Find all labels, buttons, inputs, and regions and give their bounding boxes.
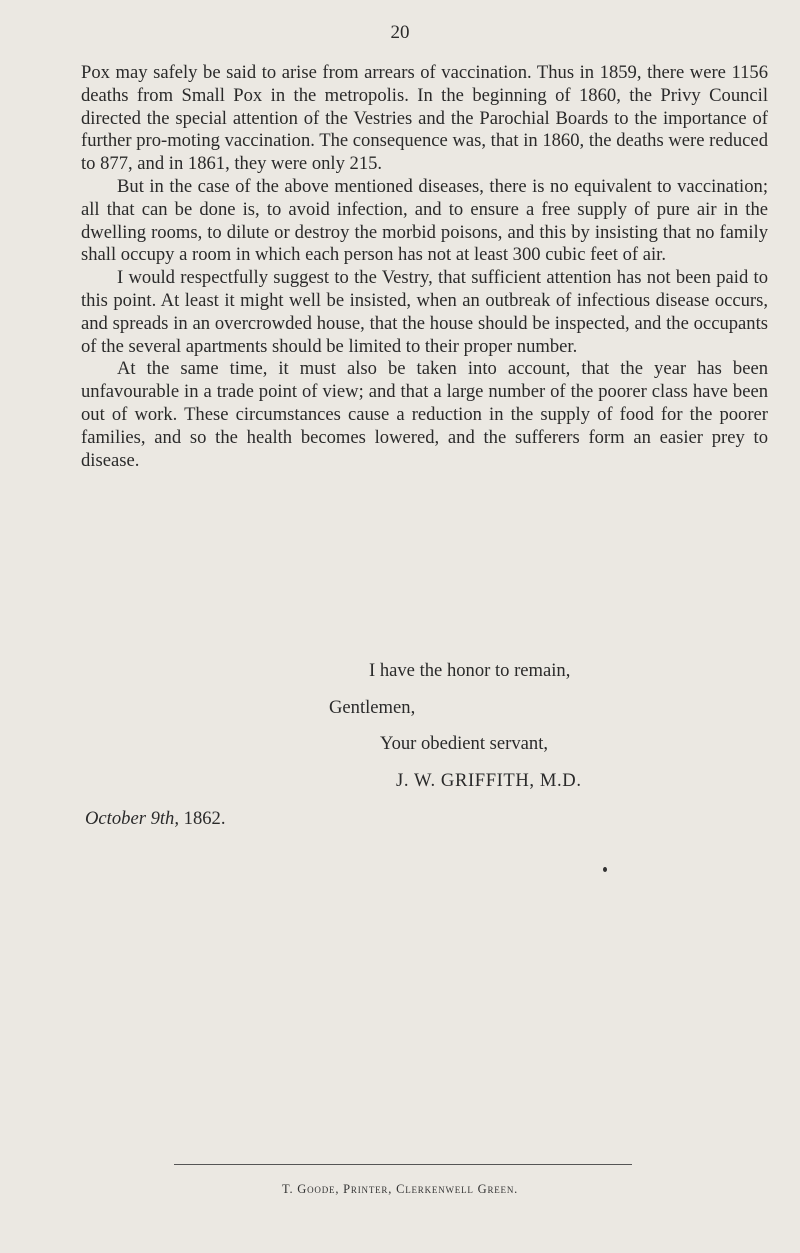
closing-salutation: Gentlemen, bbox=[329, 697, 416, 718]
page-number: 20 bbox=[390, 22, 410, 43]
printer-imprint: T. Goode, Printer, Clerkenwell Green. bbox=[281, 1182, 519, 1196]
date-year: 1862. bbox=[183, 808, 226, 829]
date-month-day: October 9th, bbox=[85, 808, 179, 829]
signature: J. W. GRIFFITH, M.D. bbox=[396, 770, 582, 791]
paragraph-1: Pox may safely be said to arise from arrears of vaccination. Thus in 1859, there were 1156 deaths from Small Pox in the metropolis. In the beginning of 1860, the Privy Council directed the special attention of the Vestries and the Parochial Boards to the importance of further pro-moting vaccination. The consequence was, that in 1860, the deaths were reduced to 877, and in 1861, they were only 215. bbox=[81, 62, 768, 175]
closing-remain: I have the honor to remain, bbox=[369, 660, 571, 681]
body-text bbox=[81, 62, 768, 472]
letter-date bbox=[85, 808, 226, 830]
paragraph-4: At the same time, it must also be taken into account, that the year has been unfavourable in a trade point of view; and that a large number of the poorer class have been out of work. These circumstances cause a reduction in the supply of food for the poorer families, and so the health becomes lowered, and the sufferers form an easier prey to disease. bbox=[81, 358, 768, 471]
ink-speck bbox=[603, 867, 607, 872]
closing-servant: Your obedient servant, bbox=[380, 733, 549, 754]
footer-rule bbox=[174, 1164, 632, 1165]
paragraph-2: But in the case of the above mentioned diseases, there is no equivalent to vaccination; all that can be done is, to avoid infection, and to ensure a free supply of pure air in the dwelling rooms, to dilute or destroy the morbid poisons, and this by insisting that no family shall occupy a room in which each person has not at least 300 cubic feet of air. bbox=[81, 175, 768, 266]
paragraph-3: I would respectfully suggest to the Vestry, that sufficient attention has not been paid to this point. At least it might well be insisted, when an outbreak of infectious disease occurs, and spreads in an overcrowded house, that the house should be inspected, and the occupants of the several apartments should be limited to their proper number. bbox=[81, 267, 768, 357]
